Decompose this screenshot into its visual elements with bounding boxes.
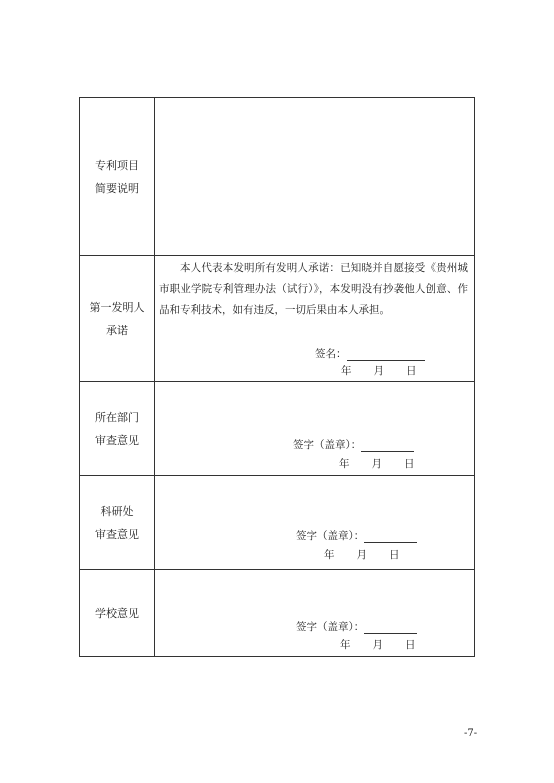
inventor-pledge-label-line2: 承诺 [106, 323, 128, 337]
school-opinion-label-line1: 学校意见 [95, 606, 139, 620]
stamp-signature-label: 签字（盖章）： [296, 530, 365, 542]
patent-application-form-table [79, 97, 475, 657]
research-office-label-line1: 科研处 [100, 504, 134, 518]
project-summary-label-line2: 简要说明 [95, 181, 139, 195]
signature-label: 签名： [315, 348, 347, 360]
stamp-signature-label: 签字（盖章）： [296, 621, 365, 633]
research-office-review-label [80, 476, 155, 569]
school-date [340, 637, 416, 652]
year-label: 年 [341, 365, 352, 377]
pledge-text: 本人代表本发明所有发明人承诺：已知晓并自愿接受《贵州城市职业学院专利管理办法（试行）》，本发明没有抄袭他人创意、作品和专利技术，如有违反，一切后果由本人承担。 [159, 262, 468, 316]
month-label: 月 [371, 458, 382, 470]
research-office-review-row [80, 476, 474, 570]
research-office-label-line2: 审查意见 [95, 527, 139, 541]
research-office-review-cell[interactable] [155, 476, 474, 569]
inventor-pledge-row [80, 256, 474, 382]
department-signature [293, 437, 414, 452]
department-date [339, 456, 415, 471]
year-label: 年 [324, 549, 335, 561]
day-label: 日 [389, 549, 400, 561]
page-number: -7- [464, 728, 478, 739]
month-label: 月 [373, 365, 384, 377]
department-review-row [80, 382, 474, 476]
project-summary-row [80, 98, 474, 256]
inventor-signature [315, 346, 425, 361]
signature-blank[interactable] [364, 621, 417, 634]
stamp-signature-label: 签字（盖章）： [293, 439, 362, 451]
inventor-pledge-label-line1: 第一发明人 [89, 300, 145, 314]
department-review-label-line1: 所在部门 [95, 410, 139, 424]
signature-blank[interactable] [347, 348, 425, 361]
department-review-label-line2: 审查意见 [95, 433, 139, 447]
inventor-date [341, 363, 417, 378]
research-office-date [324, 547, 400, 562]
project-summary-field[interactable] [155, 98, 474, 255]
project-summary-label-line1: 专利项目 [95, 158, 139, 172]
department-review-cell[interactable] [155, 382, 474, 475]
school-signature [296, 619, 417, 634]
project-summary-label [80, 98, 155, 255]
inventor-pledge-cell [155, 256, 474, 381]
day-label: 日 [404, 458, 415, 470]
signature-blank[interactable] [361, 439, 414, 452]
day-label: 日 [406, 365, 417, 377]
school-opinion-label [80, 570, 155, 656]
school-opinion-row [80, 570, 474, 656]
inventor-pledge-label [80, 256, 155, 381]
year-label: 年 [339, 458, 350, 470]
school-opinion-cell[interactable] [155, 570, 474, 656]
month-label: 月 [356, 549, 367, 561]
day-label: 日 [405, 639, 416, 651]
year-label: 年 [340, 639, 351, 651]
month-label: 月 [372, 639, 383, 651]
signature-blank[interactable] [364, 530, 417, 543]
department-review-label [80, 382, 155, 475]
research-office-signature [296, 528, 417, 543]
